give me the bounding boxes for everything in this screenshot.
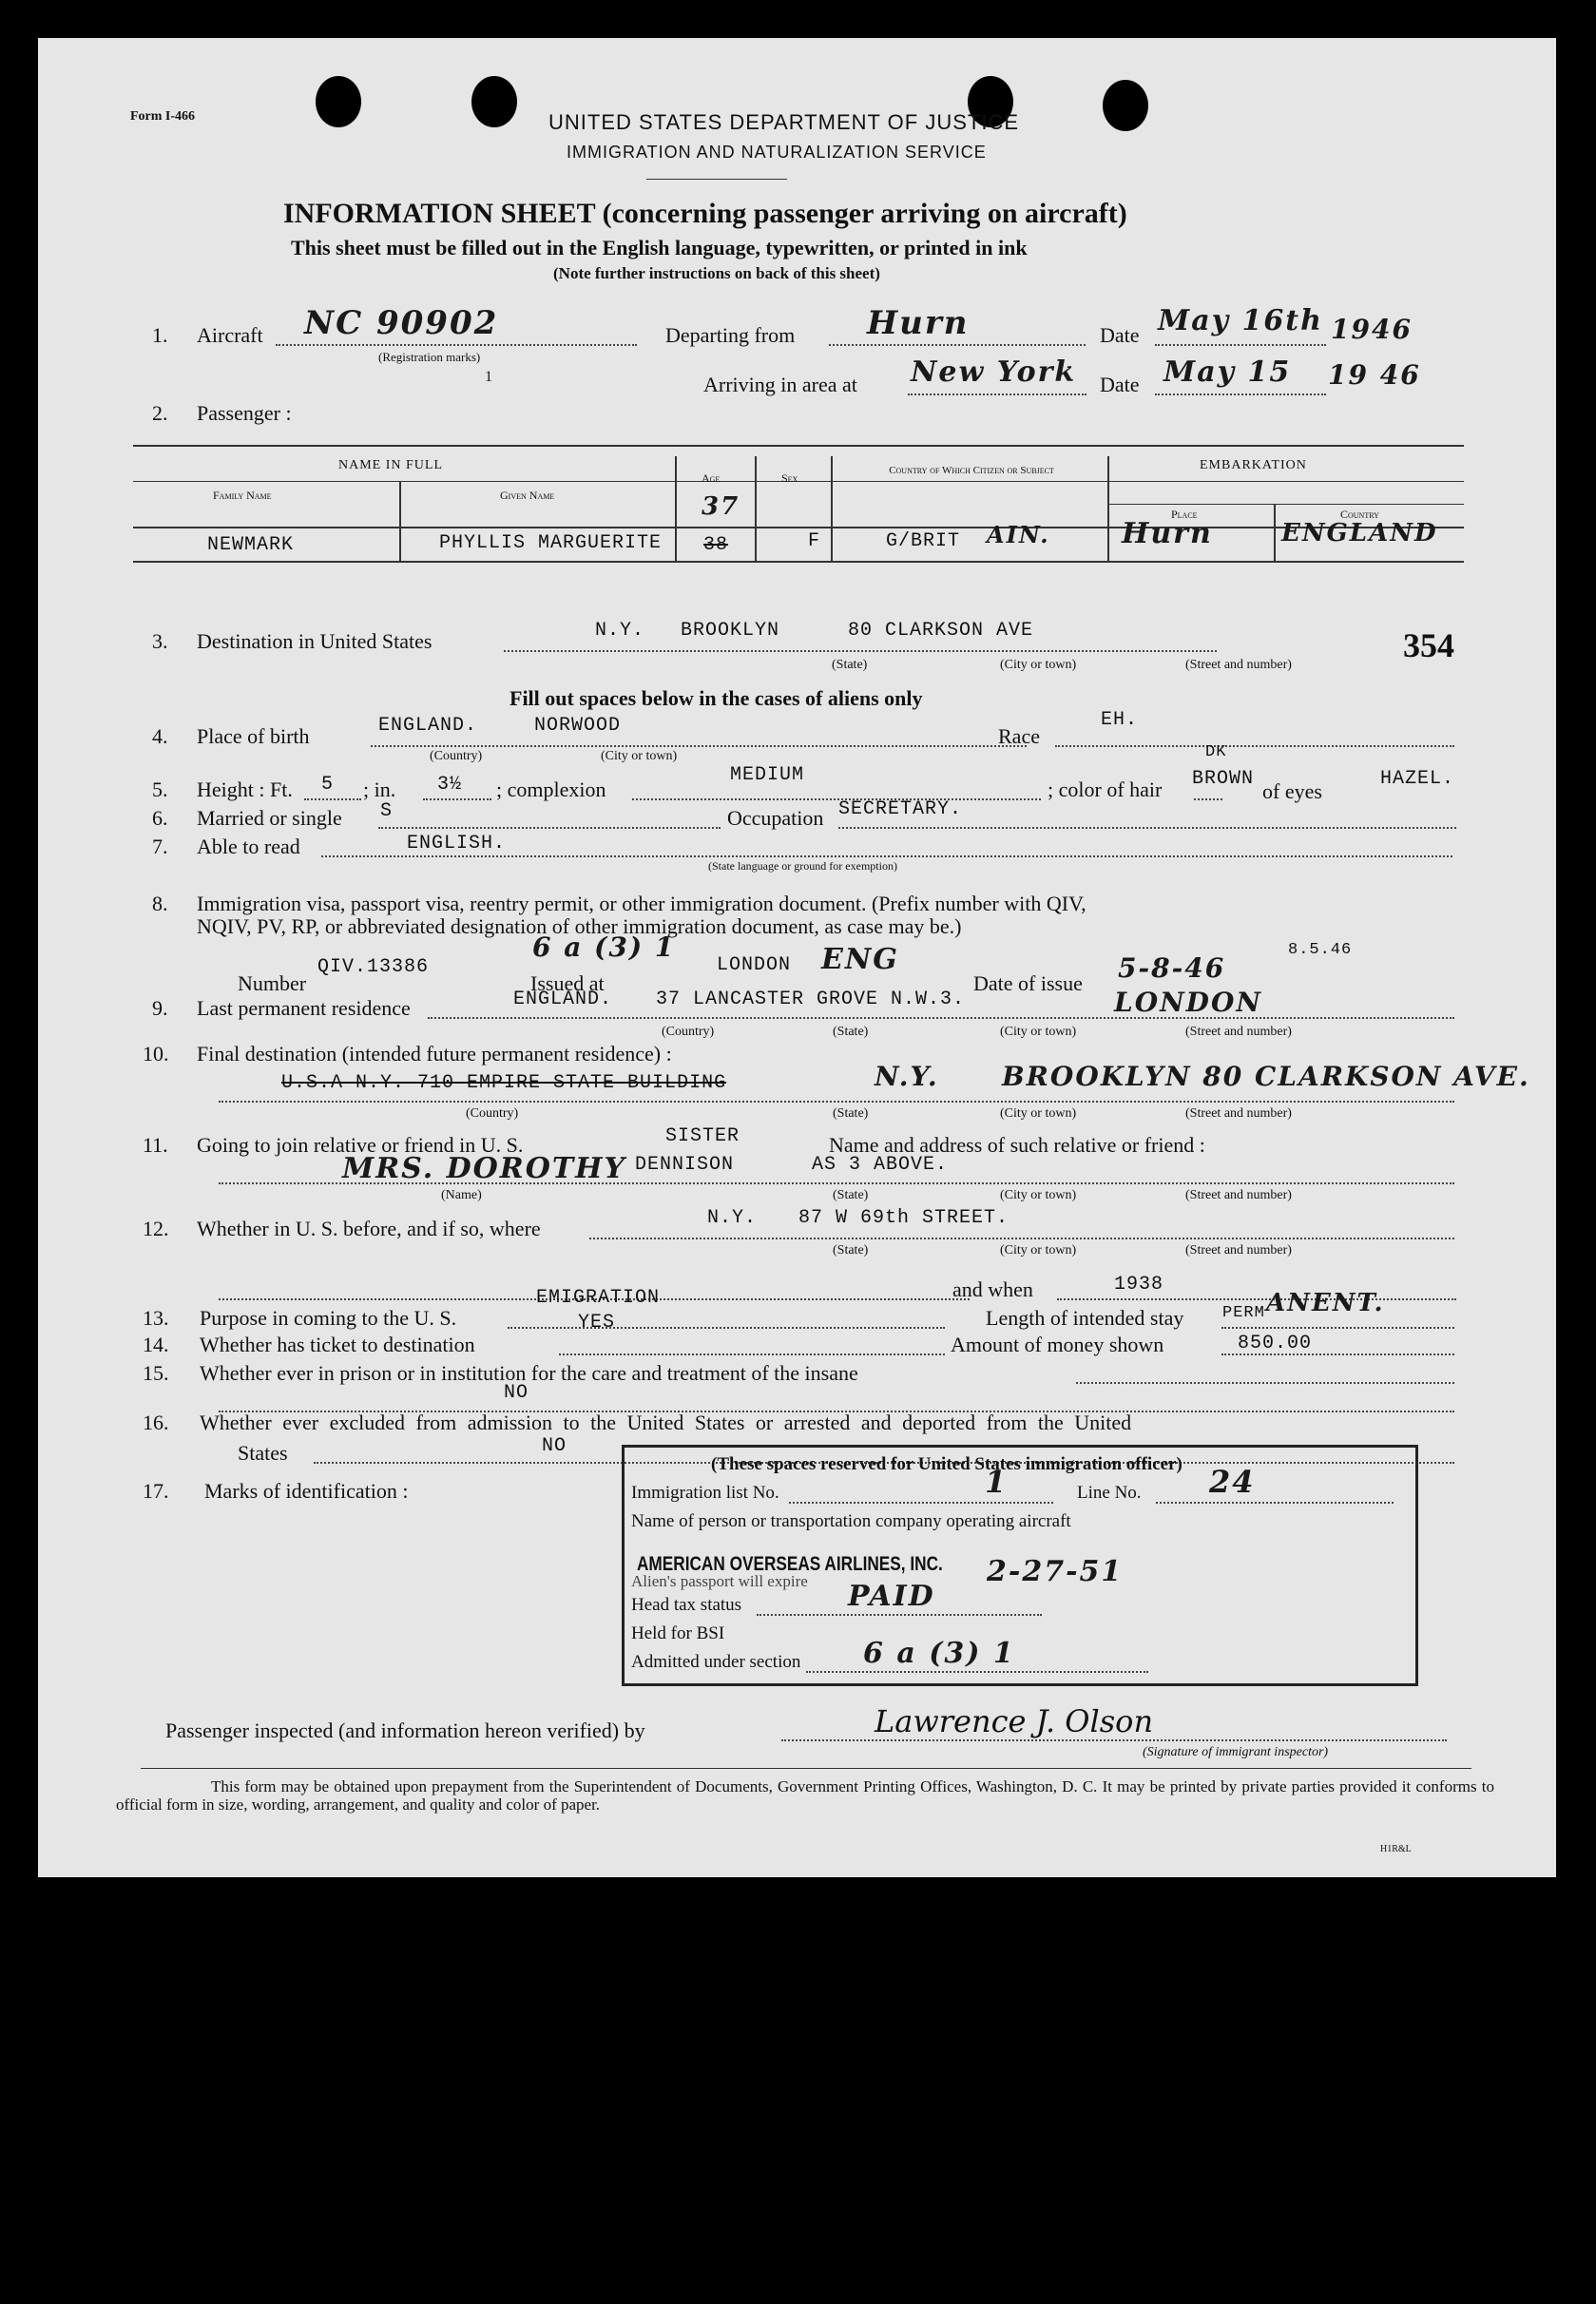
form-number: Form I-466 — [130, 109, 196, 124]
punch-hole — [316, 76, 361, 127]
punch-hole — [471, 76, 517, 127]
aircraft-value: NC 90902 — [304, 304, 499, 342]
given-name-value: PHYLLIS MARGUERITE — [439, 532, 663, 554]
embark-country-value: ENGLAND — [1281, 519, 1438, 547]
departing-label: Departing from — [665, 323, 796, 347]
form-page: Form I-466 UNITED STATES DEPARTMENT OF JUSTICE IMMIGRATION AND NATURALIZATION SERVICE INFORMATION SHEET (concerning passenger arriving on aircraft) This sheet must be filled out in the English language, typewritten, or printed in ink (Note further instructions on back of this sheet) 1. Aircraft NC 90902 (Registration marks) Departing from Hurn Date May 16th 1946 1 Arriving in area at New York Date May 15 19 46 2. Passenger : NAME IN FULL Family Name Given Name Age Sex Country of Which Citizen or Subject EMBARKATION Place Country NEWMARK PHYLLIS MARGUERITE 38 37 F G/BRIT AIN. Hurn ENGLAND 3. Destination in United States N.Y. BROOKLYN 80 CLARKSON AVE (State) (City or town) (Street and number) 354 Fill out spaces below in the cases of aliens only 4. Place of birth ENGLAND. NORWOOD (Country) (City or town) Race EH. 5. Height : Ft. 5 ; in. 3½ ; complexion MEDIUM ; color of hair DK BROWN of eyes HAZEL. 6. Married or single S Occupation SECRETARY. 7. Able to read ENGLISH. (State language or ground for exemption) 8. Immigration visa, passport visa, reentry permit, or other immigration document. (Prefix number with QIV, NQIV, PV, RP, or abbreviated designation of other immigration document, as case may be.) 6 a (3) 1 Number QIV.13386 Issued at LONDON ENG Date of issue 8.5.46 5-8-46 9. Last permanent residence ENGLAND. 37 LANCASTER GROVE N.W.3. LONDON (Country) (State) (City or town) (Street and number) 10. Final destination (intended future permanent residence) : U.S.A N.Y. 710 EMPIRE STATE BUILDING N.Y. BROOKLYN 80 CLARKSON AVE. (Country) (State) (City or town) (Street and number) 11. Going to join relative or friend in U. S. SISTER Name and address of such relative or friend : MRS. DOROTHY DENNISON AS 3 ABOVE. (Name) (State) (City or town) (Street and number) 12. Whether in U. S. before, and if so, where N.Y. 87 W 69th STREET. (State) (City or town) (Street and number) and when 1938 EMIGRATION 13. Purpose in coming to the U. S. Length of intended stay PERM ANENT. 14. Whether has ticket to destination YES Amount of money shown 850.00 15. Whether ever in prison or in institution for the care and treatment of the insane NO 16. Whether ever excluded from admission to the United States or arrested and deported from the United States NO 17. Marks of identification : (These spaces reserved for United States immigration officer) Immigration list No. 1 Line No. 24 Name of person or transportation company operating aircraft AMERICAN OVERSEAS AIRLINES, INC. Alien's passport will expire 2-27-51 Head tax status PAID Held for BSI Admitted under section 6 a (3) 1 Passenger inspected (and information hereon verified) by Lawrence J. Olson (Signature of immigrant inspector) This form may be obtained upon prepayment from the Superintendent of Documents, Government Printing Offices, Washington, D. C. It may be printed by private parties provided it conforms to official form in size, wording, arrangement, and quality and color of paper. H1R&L — [38, 38, 1556, 1877]
passenger-label: Passenger : — [197, 401, 292, 425]
citizen-value: G/BRIT — [886, 530, 961, 552]
subtitle: This sheet must be filled out in the English language, typewritten, or printed in ink — [291, 236, 1028, 259]
arriving-value: New York — [911, 355, 1077, 389]
visa-number: QIV.13386 — [317, 956, 430, 978]
sex-value: F — [808, 530, 821, 552]
destination-label: Destination in United States — [197, 629, 433, 653]
footer-text: This form may be obtained upon prepayment from the Superintendent of Documents, Government Printing Offices, Washington, D. C. It may be printed by private parties provided it conforms to official form in size, wording, arrangement, and quality and color of paper. — [116, 1777, 1494, 1814]
arrival-year: 19 46 — [1328, 359, 1421, 391]
arriving-label: Arriving in area at — [703, 373, 857, 396]
operator-stamp: AMERICAN OVERSEAS AIRLINES, INC. — [637, 1553, 943, 1575]
departing-value: Hurn — [867, 304, 970, 342]
punch-hole — [1103, 80, 1148, 131]
inspector-signature: Lawrence J. Olson — [875, 1703, 1154, 1739]
family-name-value: NEWMARK — [207, 534, 295, 556]
aircraft-label: Aircraft — [197, 323, 263, 347]
service-name: IMMIGRATION AND NATURALIZATION SERVICE — [567, 143, 987, 162]
sheet-number: 354 — [1403, 626, 1454, 664]
departure-date: May 16th — [1158, 304, 1323, 337]
aliens-header: Fill out spaces below in the cases of aliens only — [510, 686, 923, 710]
agency-name: UNITED STATES DEPARTMENT OF JUSTICE — [548, 110, 1020, 134]
departure-year: 1946 — [1331, 314, 1413, 345]
page-title: INFORMATION SHEET (concerning passenger arriving on aircraft) — [283, 198, 1127, 229]
age-corrected: 37 — [702, 492, 740, 521]
age-value: 38 — [703, 534, 729, 556]
instruction-note: (Note further instructions on back of this sheet) — [553, 264, 880, 282]
arrival-date: May 15 — [1163, 355, 1292, 389]
embark-place-value: Hurn — [1122, 517, 1213, 550]
